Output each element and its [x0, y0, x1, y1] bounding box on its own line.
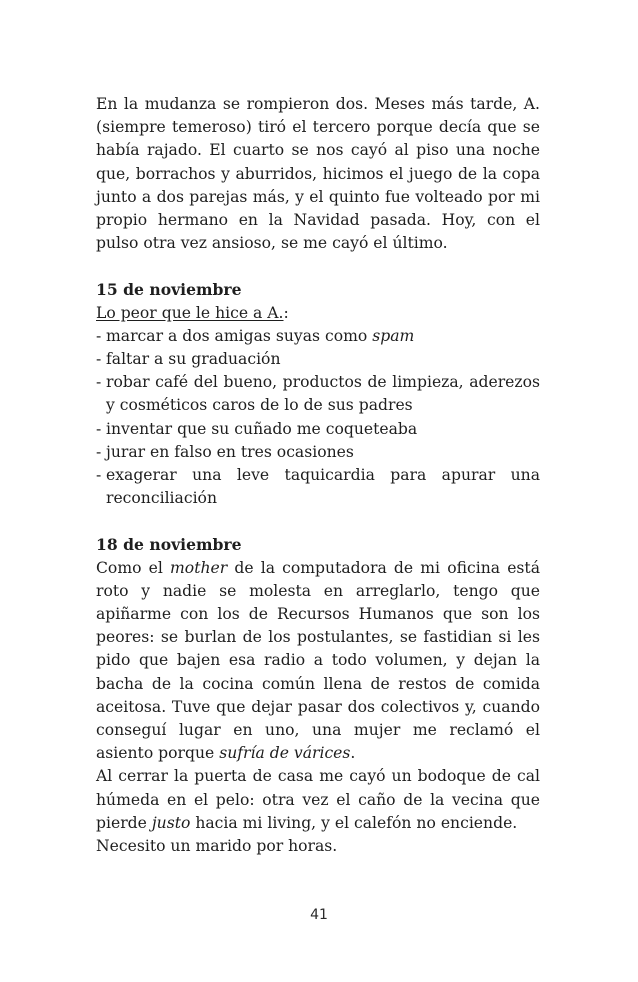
list-dash: -: [96, 466, 102, 485]
list-heading: [96, 302, 540, 325]
list-title-colon: :: [283, 303, 289, 322]
list-item-text: robar café del bueno, productos de limpieza, aderezos y cosméticos caros de lo de sus padres: [106, 373, 540, 415]
list-item-emphasis: spam: [372, 326, 415, 345]
entry-date: 15 de noviembre: [96, 280, 242, 300]
list-item: [96, 441, 540, 464]
paragraph-text: Al cerrar la puerta de casa me cayó un bodoque de cal húmeda en el pelo: otra vez el caño de la vecina que pierde: [96, 767, 540, 832]
list-item: [96, 371, 540, 417]
entry-paragraph: [96, 557, 540, 766]
paragraph-emphasis: mother: [170, 558, 228, 577]
page-number: 41: [310, 907, 328, 923]
list-item: [96, 418, 540, 441]
list-dash: -: [96, 350, 102, 369]
list-item: [96, 464, 540, 510]
list-title: Lo peor que le hice a A.: [96, 303, 284, 322]
grievance-list: [96, 325, 540, 511]
list-item-text: jurar en falso en tres ocasiones: [106, 442, 354, 461]
paragraph-text: Como el: [96, 558, 171, 577]
diary-entry-nov-18: [96, 533, 540, 858]
paragraph-text: hacia mi living, y el calefón no enciende.: [190, 813, 518, 832]
list-dash: -: [96, 373, 102, 392]
paragraph-text: de la computadora de mi oficina está roto y nadie se molesta en arreglarlo, tengo que apiñarme con los de Recursos Humanos que son los peores: se burlan de los postulantes, se fastidian si les pido que bajen esa radio a todo volumen, y dejan la bacha de la cocina común llena de restos de comida aceitosa. Tuve que dejar pasar dos colectivos y, cuando conseguí lugar en uno, una mujer me reclamó el asiento porque: [96, 558, 540, 763]
list-dash: -: [96, 326, 102, 345]
list-dash: -: [96, 442, 102, 461]
entry-paragraph: Necesito un marido por horas.: [96, 837, 338, 856]
list-item-text: inventar que su cuñado me coqueteaba: [106, 419, 418, 438]
list-dash: -: [96, 419, 102, 438]
paragraph-text: .: [350, 744, 356, 763]
list-item: [96, 325, 540, 348]
list-item-text: marcar a dos amigas suyas como: [106, 326, 373, 345]
entry-date: 18 de noviembre: [96, 535, 242, 555]
opening-paragraph: En la mudanza se rompieron dos. Meses más tarde, A. (siempre temeroso) tiró el tercero porque decía que se había rajado. El cuarto se nos cayó al piso una noche que, borrachos y aburridos, hicimos el juego de la copa junto a dos parejas más, y el quinto fue volteado por mi propio hermano en la Navidad pasada. Hoy, con el pulso otra vez ansioso, se me cayó el último.: [96, 95, 540, 253]
list-item: [96, 348, 540, 371]
entry-paragraph: [96, 765, 540, 835]
list-item-text: exagerar una leve taquicardia para apurar una reconciliación: [106, 466, 540, 508]
list-item-text: faltar a su graduación: [106, 350, 281, 369]
diary-entry-nov-15: [96, 278, 540, 510]
paragraph-emphasis: justo: [151, 813, 191, 832]
paragraph-emphasis: sufría de várices: [219, 744, 351, 763]
page-body: [96, 93, 540, 858]
